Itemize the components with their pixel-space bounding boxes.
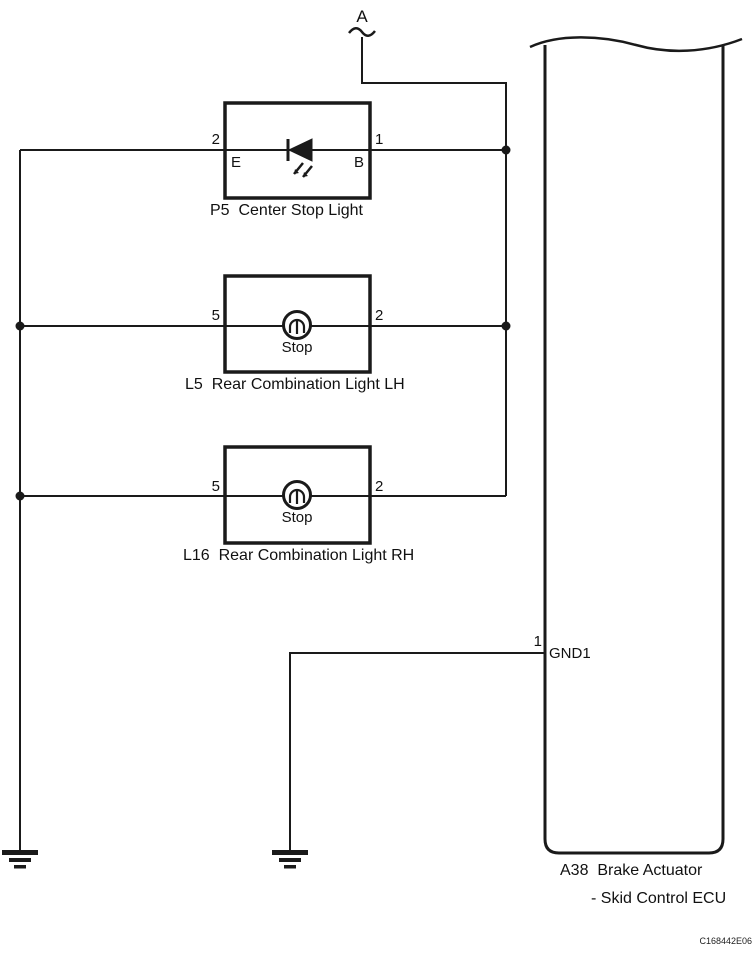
a38-break-wave xyxy=(530,37,742,50)
ground-icon xyxy=(2,850,38,869)
l16-caption: L16 Rear Combination Light RH xyxy=(183,547,415,564)
a38-subcaption: - Skid Control ECU xyxy=(591,890,727,907)
p5-pin-right: 1 xyxy=(375,131,384,148)
a38-box xyxy=(530,37,742,853)
connector-break-icon xyxy=(349,28,375,36)
l5-caption: L5 Rear Combination Light LH xyxy=(185,376,405,393)
bulb-icon xyxy=(284,482,311,509)
ground-icon xyxy=(272,850,308,869)
a38-gnd-pin: 1 xyxy=(533,633,542,650)
connector-a-label: A xyxy=(356,7,368,26)
l5-bulb-label: Stop xyxy=(281,339,313,356)
p5-terminal-right: B xyxy=(353,154,364,171)
wire-a-feed xyxy=(362,37,506,496)
p5-terminal-left: E xyxy=(231,154,242,171)
a38-gnd-label: GND1 xyxy=(549,645,591,662)
l16-pin-left: 5 xyxy=(211,478,220,495)
wire-gnd1 xyxy=(290,653,545,851)
l5-pin-left: 5 xyxy=(211,307,220,324)
led-icon xyxy=(288,139,312,177)
l16-bulb-label: Stop xyxy=(281,509,313,526)
a38-caption: A38 Brake Actuator xyxy=(560,862,703,879)
bulb-icon xyxy=(284,312,311,339)
p5-pin-left: 2 xyxy=(211,131,220,148)
figure-code: C168442E06 xyxy=(699,936,752,946)
p5-caption: P5 Center Stop Light xyxy=(210,202,363,219)
l5-pin-right: 2 xyxy=(375,307,384,324)
l16-pin-right: 2 xyxy=(375,478,384,495)
